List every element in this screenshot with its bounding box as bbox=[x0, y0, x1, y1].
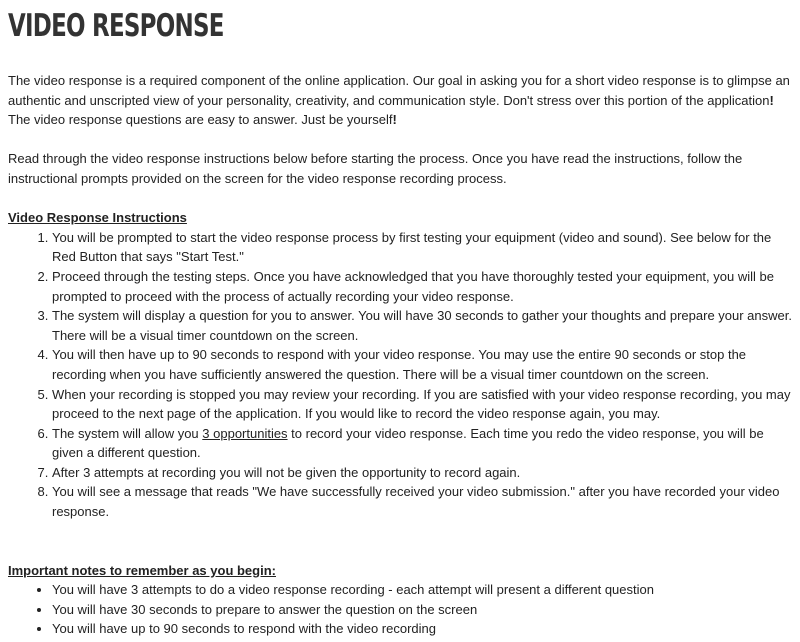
read-instructions-paragraph: Read through the video response instructions below before starting the process. Once you have read the instructions, follow the instructional prompts provided on the screen for the video response recording process. bbox=[8, 151, 743, 186]
note-item-2: • You will have 30 seconds to prepare to answer the question on the screen bbox=[52, 600, 792, 620]
instruction-item-6 bbox=[52, 424, 792, 463]
intro-exclamation-1: ! bbox=[769, 92, 774, 108]
instruction-item-7: 7. After 3 attempts at recording you will not be given the opportunity to record again. bbox=[52, 463, 792, 483]
intro-text-part1: The video response is a required component of the online application. Our goal in asking you for a short video response is to glimpse an authentic and unscripted view of your personality, creativity, and communication style. Don't stress over this portion of the application bbox=[8, 73, 790, 108]
three-opportunities-emphasis: 3 opportunities bbox=[202, 425, 288, 441]
instruction-item-6-before: The system will allow you bbox=[52, 425, 203, 441]
intro-text-part2: The video response questions are easy to answer. Just be yourself bbox=[8, 112, 393, 128]
instruction-item-6-after: to record your video response. Each time you redo the video response, you will be given a different question. bbox=[52, 425, 764, 461]
instruction-item-5: 5. When your recording is stopped you may review your recording. If you are satisfied with your video response recording, you may proceed to the next page of the application. If you would like to record the video response again, you may. bbox=[52, 385, 792, 424]
page-content bbox=[8, 0, 792, 639]
instructions-list bbox=[8, 228, 792, 522]
instruction-item-2: 2. Proceed through the testing steps. Once you have acknowledged that you have thoroughly tested your equipment, you will be prompted to proceed with the process of actually recording your video response. bbox=[52, 267, 792, 306]
important-notes-heading: Important notes to remember as you begin: bbox=[8, 562, 276, 578]
instruction-item-3: 3. The system will display a question for you to answer. You will have 30 seconds to gather your thoughts and prepare your answer. There will be a visual timer countdown on the screen. bbox=[52, 306, 792, 345]
instruction-item-8: 8. You will see a message that reads "We have successfully received your video submission." after you have recorded your video response. bbox=[52, 482, 792, 521]
intro-exclamation-2: ! bbox=[392, 112, 397, 128]
instruction-item-1: 1. You will be prompted to start the video response process by first testing your equipment (video and sound). See below for the Red Button that says "Start Test." bbox=[52, 228, 792, 267]
instruction-item-4: 4. You will then have up to 90 seconds to respond with your video response. You may use the entire 90 seconds or stop the recording when you have sufficiently answered the question. There will be a visual timer countdown on the screen. bbox=[52, 345, 792, 384]
page-title: VIDEO RESPONSE bbox=[8, 8, 224, 44]
instructions-heading: Video Response Instructions bbox=[8, 210, 187, 226]
note-item-1: • You will have 3 attempts to do a video response recording - each attempt will present a different question bbox=[52, 580, 792, 600]
important-notes-list bbox=[8, 580, 792, 639]
note-item-3: • You will have up to 90 seconds to respond with the video recording bbox=[52, 619, 792, 639]
intro-paragraph bbox=[8, 71, 792, 130]
